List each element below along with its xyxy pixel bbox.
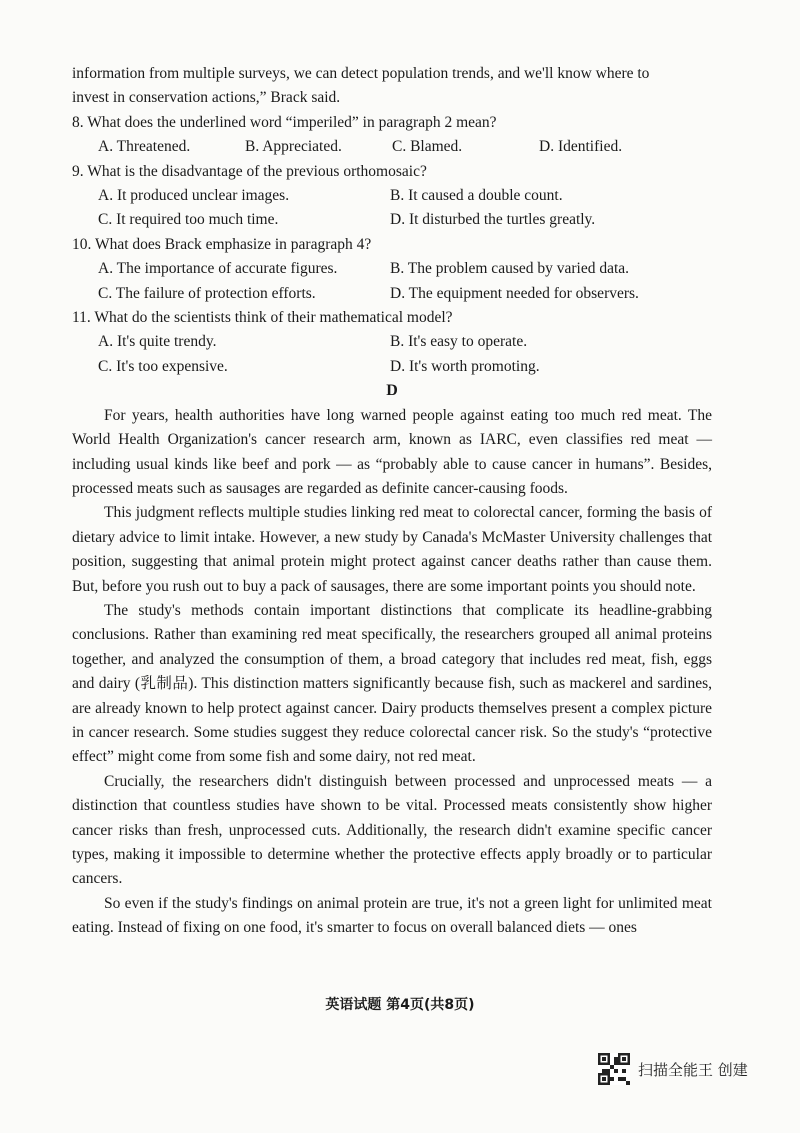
option-a: A. The importance of accurate figures. (98, 260, 338, 278)
option-d: D. It's worth promoting. (390, 357, 540, 375)
option-d: D. Identified. (539, 138, 623, 156)
option-c: C. It required too much time. (98, 211, 279, 229)
option-b: B. Appreciated. (245, 138, 342, 156)
option-d: D. The equipment needed for observers. (390, 284, 639, 302)
option-c: C. The failure of protection efforts. (98, 284, 316, 302)
question-9 (72, 160, 712, 233)
passage-paragraph-3: The study's methods contain important distinctions that complicate its headline-grabbing conclusions. Rather than examining red meat specifically, the researchers grouped all animal proteins together, and analyzed the consumption of them, a broad category that includes red meat, fish, eggs and dairy (乳制品). This distinction matters significantly because fish, such as mackerel and sardines, are already known to help protect against cancer. Dairy products themselves present a complex picture in cancer research. Some studies suggest they reduce colorectal cancer risk. So the study's “protective effect” might come from some fish and some dairy, not red meat. (72, 601, 712, 766)
scanner-watermark (598, 1053, 748, 1085)
passage-paragraph-1: For years, health authorities have long warned people against eating too much red meat. The World Health Organization's cancer research arm, known as IARC, even classifies red meat — including usual kinds like beef and pork — as “probably able to cause cancer in humans”. Besides, processed meats such as sausages are regarded as definite cancer-causing foods. (72, 406, 712, 497)
question-text: 8. What does the underlined word “imperiled” in paragraph 2 mean? (72, 113, 497, 131)
continued-line-2: invest in conservation actions,” Brack said. (72, 89, 341, 107)
question-8 (72, 111, 712, 160)
option-d: D. It disturbed the turtles greatly. (390, 211, 596, 229)
continued-line-1: information from multiple surveys, we can detect population trends, and we'll know where to (72, 65, 650, 82)
question-10 (72, 233, 712, 306)
page-footer: 英语试题 第4页(共8页) (325, 997, 475, 1013)
question-text: 10. What does Brack emphasize in paragraph 4? (72, 235, 372, 253)
question-text: 11. What do the scientists think of their mathematical model? (72, 309, 453, 327)
option-b: B. It caused a double count. (390, 187, 563, 205)
passage-paragraph-2: This judgment reflects multiple studies linking red meat to colorectal cancer, forming the basis of dietary advice to limit intake. However, a new study by Canada's McMaster University challenges that position, suggesting that animal protein might protect against cancer deaths rather than cause them. But, before you rush out to buy a pack of sausages, there are some important points you should note. (72, 504, 712, 595)
option-a: A. Threatened. (98, 138, 191, 156)
option-a: A. It produced unclear images. (98, 187, 290, 205)
option-b: B. It's easy to operate. (390, 333, 528, 351)
option-c: C. Blamed. (392, 138, 463, 156)
section-heading: D (386, 382, 398, 400)
qr-code-icon (598, 1053, 630, 1085)
option-a: A. It's quite trendy. (98, 333, 217, 351)
option-b: B. The problem caused by varied data. (390, 260, 630, 278)
question-11 (72, 306, 712, 379)
exam-page (72, 62, 712, 941)
question-text: 9. What is the disadvantage of the previous orthomosaic? (72, 162, 427, 180)
watermark-text: 扫描全能王 创建 (638, 1060, 748, 1079)
passage-paragraph-4: Crucially, the researchers didn't distinguish between processed and unprocessed meats — a distinction that countless studies have shown to be vital. Processed meats consistently show higher cancer risks than fresh, unprocessed cuts. Additionally, the research didn't examine specific cancer types, making it impossible to determine whether the protective effects apply broadly or to particular cancers. (72, 772, 712, 888)
passage-paragraph-5: So even if the study's findings on animal protein are true, it's not a green light for unlimited meat eating. Instead of fixing on one food, it's smarter to focus on overall balanced diets — ones (72, 894, 712, 937)
option-c: C. It's too expensive. (98, 357, 228, 375)
